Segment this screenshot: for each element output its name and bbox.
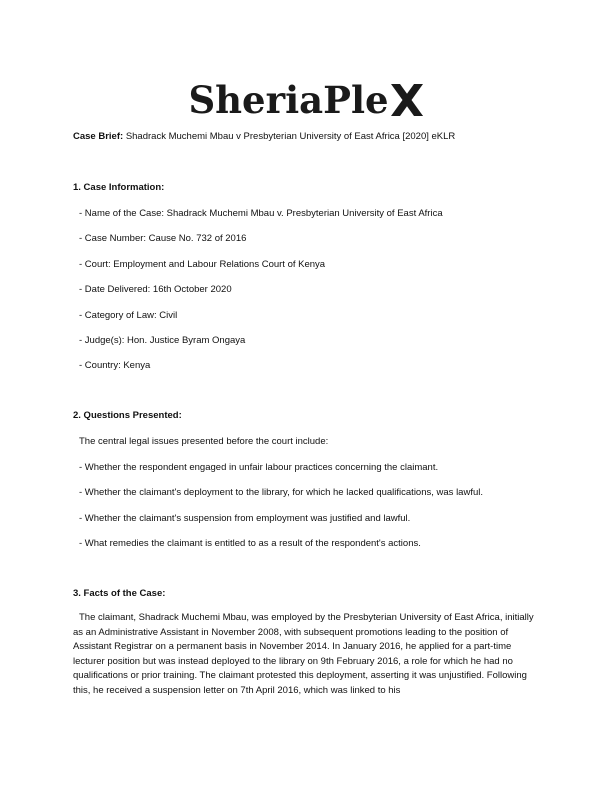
logo-x-mark-icon bbox=[390, 82, 424, 118]
case-info-item: - Court: Employment and Labour Relations Court of Kenya bbox=[79, 259, 326, 270]
case-info-item: - Name of the Case: Shadrack Muchemi Mbau v. Presbyterian University of East Africa bbox=[79, 208, 443, 219]
question-item: - What remedies the claimant is entitled to as a result of the respondent's actions. bbox=[79, 538, 421, 549]
question-item: - Whether the claimant's deployment to the library, for which he lacked qualifications, was lawful. bbox=[79, 487, 483, 498]
case-info-item: - Country: Kenya bbox=[79, 360, 151, 371]
section-heading-questions: 2. Questions Presented: bbox=[73, 410, 182, 421]
case-brief-text: Shadrack Muchemi Mbau v Presbyterian University of East Africa [2020] eKLR bbox=[125, 131, 456, 142]
facts-paragraph bbox=[73, 611, 541, 698]
case-brief-label: Case Brief: bbox=[73, 131, 124, 142]
case-info-item: - Judge(s): Hon. Justice Byram Ongaya bbox=[79, 335, 246, 346]
case-brief-title bbox=[73, 131, 553, 143]
sheriaplex-logo bbox=[0, 74, 612, 126]
logo-wordmark: SheriaPle bbox=[188, 77, 389, 122]
section-heading-facts: 3. Facts of the Case: bbox=[73, 588, 166, 599]
questions-intro: The central legal issues presented before the court include: bbox=[79, 436, 329, 447]
facts-paragraph-text: The claimant, Shadrack Muchemi Mbau, was employed by the Presbyterian University of East Africa, initially as an Administrative Assistant in November 2008, with subsequent promotions leading to the position of Assistant Registrar on a permanent basis in November 2014. In January 2016, he applied for a part-time lecturer position but was instead deployed to the library on 9th February 2016, a role for which he had no qualifications or prior training. The claimant protested this deployment, asserting it was unjustified. Following this, he received a suspension letter on 7th April 2016, which was linked to his bbox=[73, 612, 534, 696]
question-item: - Whether the respondent engaged in unfair labour practices concerning the claimant. bbox=[79, 462, 439, 473]
question-item: - Whether the claimant's suspension from employment was justified and lawful. bbox=[79, 513, 411, 524]
case-info-item: - Category of Law: Civil bbox=[79, 310, 178, 321]
case-info-item: - Case Number: Cause No. 732 of 2016 bbox=[79, 233, 247, 244]
section-heading-case-information: 1. Case Information: bbox=[73, 182, 165, 193]
case-info-item: - Date Delivered: 16th October 2020 bbox=[79, 284, 232, 295]
